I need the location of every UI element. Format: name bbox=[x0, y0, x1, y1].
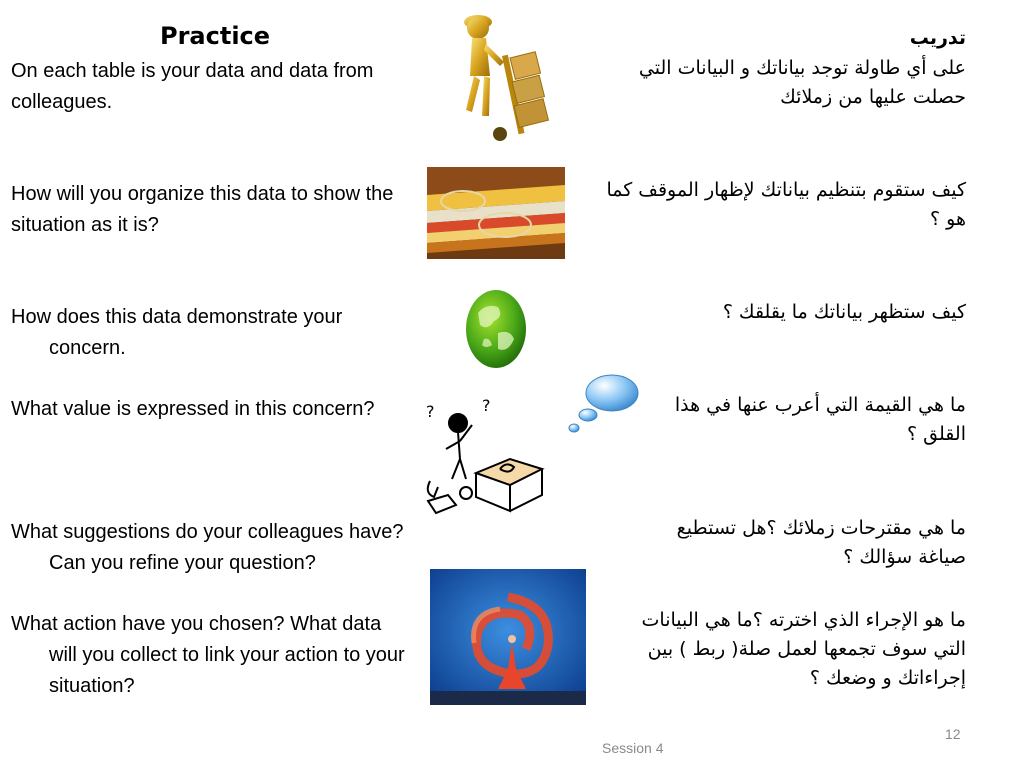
svg-text:?: ? bbox=[426, 402, 435, 421]
english-text-suggestions: What suggestions do your colleagues have? Can you refine your question? bbox=[11, 521, 404, 574]
thinking-figure-with-box-icon bbox=[414, 397, 546, 521]
arabic-paragraph-value: ما هي القيمة التي أعرب عنها في هذا القلق ؟ bbox=[674, 394, 966, 445]
english-paragraph-demonstrate bbox=[11, 302, 411, 364]
english-text-action: What action have you chosen? What data will you collect to link your action to your situation? bbox=[11, 613, 405, 697]
english-paragraph-organize: How will you organize this data to show the situation as it is? bbox=[11, 183, 394, 236]
papers-and-glasses-icon bbox=[427, 167, 565, 259]
arabic-paragraph-data-tables: على أي طاولة توجد بياناتك و البيانات التي حصلت عليها من زملائك bbox=[638, 57, 966, 108]
green-globe-egg-icon bbox=[464, 287, 528, 369]
english-paragraph-value bbox=[11, 394, 411, 425]
english-paragraph-data-tables: On each table is your data and data from colleagues. bbox=[11, 60, 374, 113]
session-footer: Session 4 bbox=[602, 740, 664, 756]
english-paragraph-action bbox=[11, 609, 411, 702]
thought-bubble-icon bbox=[566, 373, 640, 433]
svg-text:?: ? bbox=[482, 397, 491, 415]
english-paragraph-suggestions bbox=[11, 517, 411, 579]
arabic-paragraph-action: ما هو الإجراء الذي اخترته ؟ما هي البيانات التي سوف تجمعها لعمل صلة( ربط ) بين إجراءاتك و وضعك ؟ bbox=[641, 609, 966, 689]
arabic-paragraph-suggestions: ما هي مقترحات زملائك ؟هل تستطيع صياغة سؤالك ؟ bbox=[676, 517, 966, 568]
arabic-paragraph-organize: كيف ستقوم بتنظيم بياناتك لإظهار الموقف كما هو ؟ bbox=[606, 179, 966, 230]
arabic-title: تدريب bbox=[909, 27, 966, 49]
page-number: 12 bbox=[945, 726, 961, 742]
english-text-demonstrate: How does this data demonstrate your concern. bbox=[11, 306, 343, 359]
slide-title: Practice bbox=[160, 22, 271, 50]
arabic-paragraph-demonstrate: كيف ستظهر بياناتك ما يقلقك ؟ bbox=[722, 301, 966, 323]
english-text-value: What value is expressed in this concern? bbox=[11, 398, 375, 420]
dancer-with-red-ribbon-icon bbox=[430, 569, 586, 705]
gold-figure-hand-truck-icon bbox=[452, 6, 554, 146]
